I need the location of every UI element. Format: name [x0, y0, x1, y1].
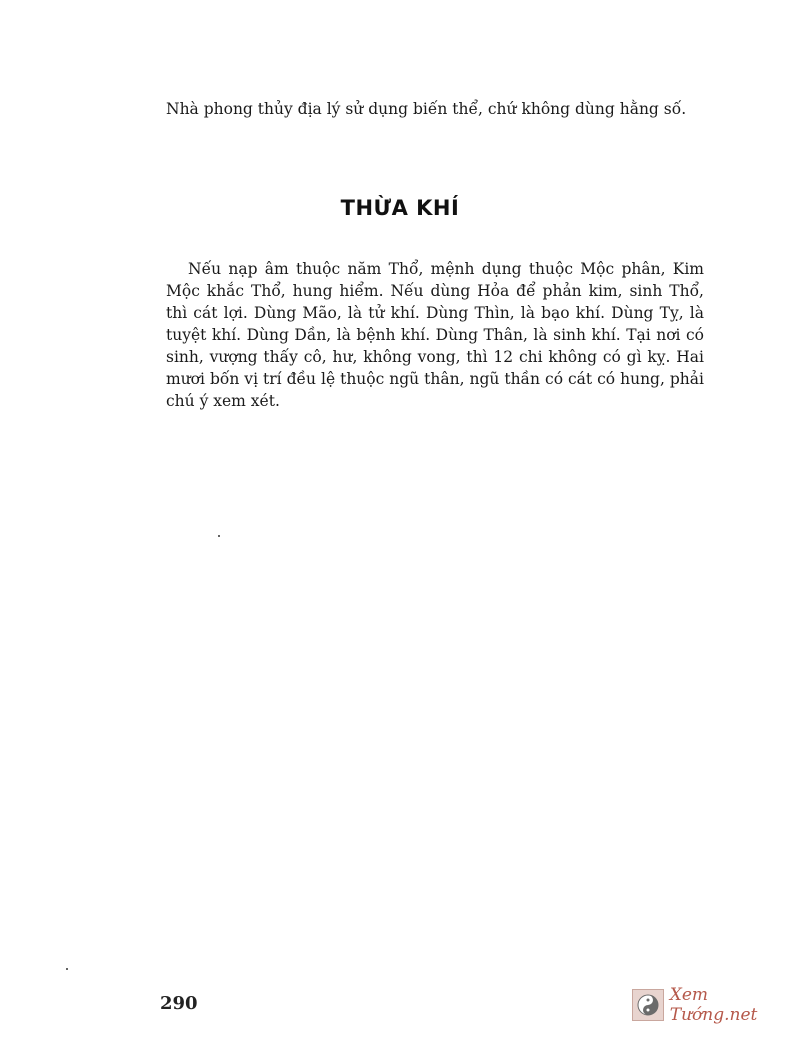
intro-paragraph: Nhà phong thủy địa lý sử dụng biến thể, chứ không dùng hằng số. — [166, 100, 687, 118]
watermark-text: Xem Tướng.net — [669, 985, 758, 1025]
main-paragraph: Nếu nạp âm thuộc năm Thổ, mệnh dụng thuộc Mộc phân, Kim Mộc khắc Thổ, hung hiểm. Nếu dùng Hỏa để phản kim, sinh Thổ, thì cát lợi. Dùng Mão, là tử khí. Dùng Thìn, là bạo khí. Dùng Tỵ, là tuyệt khí. Dùng Dần, là bệnh khí. Dùng Thân, là sinh khí. Tại nơi có sinh, vượng thấy cô, hư, không vong, thì 12 chi không có gì kỵ. Hai mươi bốn vị trí đều lệ thuộc ngũ thân, ngũ thần có cát có hung, phải chú ý xem xét. — [166, 260, 704, 410]
speck-mark — [66, 968, 68, 970]
section-heading: THỪA KHÍ — [340, 196, 460, 220]
page-number: 290 — [160, 993, 198, 1014]
yin-yang-icon — [632, 989, 664, 1021]
speck-mark — [218, 535, 220, 537]
site-watermark — [632, 985, 800, 1025]
